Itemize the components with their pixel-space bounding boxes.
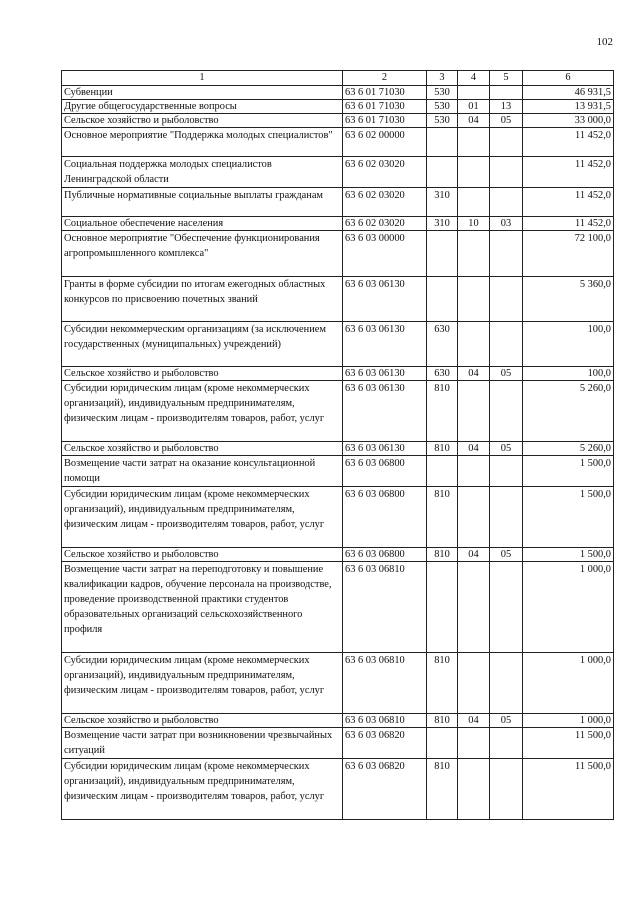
row-rz: 04 [458, 442, 490, 456]
row-name: Основное мероприятие "Поддержка молодых специалистов" [62, 128, 343, 157]
row-name: Возмещение части затрат на переподготовку и повышение квалификации кадров, обучение персонала на производстве, проведение производственной практики студентов образовательных организаций сельскохозяйственного профиля [62, 562, 343, 653]
row-sum: 46 931,5 [523, 86, 614, 100]
row-name: Публичные нормативные социальные выплаты гражданам [62, 188, 343, 217]
row-vr: 810 [427, 487, 458, 548]
row-name: Гранты в форме субсидии по итогам ежегодных областных конкурсов по присвоению почетных званий [62, 277, 343, 322]
row-name: Возмещение части затрат на оказание консультационной помощи [62, 456, 343, 487]
row-sum: 1 000,0 [523, 562, 614, 653]
table-row [62, 759, 614, 820]
row-vr: 810 [427, 714, 458, 728]
row-name: Сельское хозяйство и рыболовство [62, 714, 343, 728]
row-vr: 810 [427, 548, 458, 562]
row-sum: 33 000,0 [523, 114, 614, 128]
row-name: Сельское хозяйство и рыболовство [62, 442, 343, 456]
row-sum: 11 452,0 [523, 188, 614, 217]
row-vr: 530 [427, 100, 458, 114]
row-rz [458, 562, 490, 653]
row-pr: 13 [490, 100, 523, 114]
row-pr: 05 [490, 714, 523, 728]
row-pr [490, 653, 523, 714]
row-rz [458, 381, 490, 442]
budget-table [61, 70, 614, 820]
row-rz [458, 157, 490, 188]
row-rz [458, 277, 490, 322]
row-sum: 1 000,0 [523, 714, 614, 728]
row-vr [427, 157, 458, 188]
row-code: 63 6 03 06810 [343, 653, 427, 714]
row-vr [427, 562, 458, 653]
row-sum: 1 500,0 [523, 487, 614, 548]
row-name: Сельское хозяйство и рыболовство [62, 548, 343, 562]
header-col-3: 3 [427, 71, 458, 86]
row-vr: 310 [427, 188, 458, 217]
row-rz [458, 653, 490, 714]
row-code: 63 6 01 71030 [343, 100, 427, 114]
table-row [62, 562, 614, 653]
row-rz [458, 456, 490, 487]
row-name: Социальное обеспечение населения [62, 217, 343, 231]
row-name: Субсидии юридическим лицам (кроме некоммерческих организаций), индивидуальным предпринимателям, физическим лицам - производителям товаров, работ, услуг [62, 653, 343, 714]
row-sum: 5 260,0 [523, 442, 614, 456]
row-rz: 04 [458, 548, 490, 562]
row-pr: 05 [490, 442, 523, 456]
row-pr [490, 728, 523, 759]
table-row [62, 100, 614, 114]
row-sum: 100,0 [523, 367, 614, 381]
row-pr: 05 [490, 367, 523, 381]
header-col-2: 2 [343, 71, 427, 86]
row-vr: 630 [427, 322, 458, 367]
row-rz: 10 [458, 217, 490, 231]
table-row [62, 381, 614, 442]
row-code: 63 6 03 06800 [343, 456, 427, 487]
header-col-5: 5 [490, 71, 523, 86]
row-sum: 13 931,5 [523, 100, 614, 114]
row-code: 63 6 03 06820 [343, 728, 427, 759]
row-name: Субсидии некоммерческим организациям (за исключением государственных (муниципальных) учреждений) [62, 322, 343, 367]
table-row [62, 367, 614, 381]
row-pr [490, 759, 523, 820]
table-header [62, 71, 614, 86]
row-name: Субсидии юридическим лицам (кроме некоммерческих организаций), индивидуальным предпринимателям, физическим лицам - производителям товаров, работ, услуг [62, 487, 343, 548]
row-rz [458, 128, 490, 157]
row-pr [490, 231, 523, 277]
row-rz [458, 322, 490, 367]
row-pr [490, 157, 523, 188]
row-sum: 5 360,0 [523, 277, 614, 322]
row-name: Возмещение части затрат при возникновении чрезвычайных ситуаций [62, 728, 343, 759]
row-vr: 810 [427, 381, 458, 442]
row-vr [427, 231, 458, 277]
table-row [62, 442, 614, 456]
row-sum: 72 100,0 [523, 231, 614, 277]
row-sum: 11 452,0 [523, 217, 614, 231]
row-sum: 1 500,0 [523, 456, 614, 487]
row-pr [490, 456, 523, 487]
row-code: 63 6 03 06130 [343, 322, 427, 367]
row-code: 63 6 03 06810 [343, 714, 427, 728]
row-sum: 11 452,0 [523, 128, 614, 157]
row-sum: 11 500,0 [523, 728, 614, 759]
row-code: 63 6 02 03020 [343, 188, 427, 217]
row-rz: 04 [458, 367, 490, 381]
row-name: Субсидии юридическим лицам (кроме некоммерческих организаций), индивидуальным предпринимателям, физическим лицам - производителям товаров, работ, услуг [62, 381, 343, 442]
row-code: 63 6 03 00000 [343, 231, 427, 277]
page-number: 102 [596, 36, 613, 48]
row-pr [490, 128, 523, 157]
row-pr [490, 277, 523, 322]
row-sum: 1 000,0 [523, 653, 614, 714]
table-row [62, 231, 614, 277]
row-code: 63 6 03 06810 [343, 562, 427, 653]
row-code: 63 6 03 06820 [343, 759, 427, 820]
row-code: 63 6 01 71030 [343, 86, 427, 100]
row-vr: 810 [427, 442, 458, 456]
row-sum: 5 260,0 [523, 381, 614, 442]
row-rz: 04 [458, 714, 490, 728]
table-row [62, 728, 614, 759]
row-vr [427, 277, 458, 322]
row-sum: 11 500,0 [523, 759, 614, 820]
row-code: 63 6 01 71030 [343, 114, 427, 128]
table-row [62, 714, 614, 728]
row-name: Основное мероприятие "Обеспечение функционирования агропромышленного комплекса" [62, 231, 343, 277]
row-code: 63 6 02 03020 [343, 157, 427, 188]
table-row [62, 653, 614, 714]
row-name: Другие общегосударственные вопросы [62, 100, 343, 114]
row-pr: 03 [490, 217, 523, 231]
row-rz [458, 86, 490, 100]
table-row [62, 487, 614, 548]
header-col-1: 1 [62, 71, 343, 86]
row-pr [490, 562, 523, 653]
row-pr [490, 381, 523, 442]
table-row [62, 277, 614, 322]
row-vr [427, 456, 458, 487]
row-vr: 530 [427, 86, 458, 100]
row-rz: 01 [458, 100, 490, 114]
table-row [62, 548, 614, 562]
row-code: 63 6 03 06800 [343, 548, 427, 562]
row-code: 63 6 03 06800 [343, 487, 427, 548]
row-pr [490, 86, 523, 100]
row-rz [458, 188, 490, 217]
row-sum: 11 452,0 [523, 157, 614, 188]
row-code: 63 6 03 06130 [343, 381, 427, 442]
row-vr: 810 [427, 653, 458, 714]
row-pr: 05 [490, 114, 523, 128]
row-code: 63 6 03 06130 [343, 442, 427, 456]
table-row [62, 217, 614, 231]
row-rz [458, 487, 490, 548]
row-vr: 530 [427, 114, 458, 128]
row-sum: 1 500,0 [523, 548, 614, 562]
header-col-4: 4 [458, 71, 490, 86]
row-pr [490, 322, 523, 367]
row-code: 63 6 03 06130 [343, 367, 427, 381]
row-pr [490, 188, 523, 217]
row-sum: 100,0 [523, 322, 614, 367]
row-rz [458, 728, 490, 759]
row-rz: 04 [458, 114, 490, 128]
row-code: 63 6 02 00000 [343, 128, 427, 157]
row-name: Субсидии юридическим лицам (кроме некоммерческих организаций), индивидуальным предпринимателям, физическим лицам - производителям товаров, работ, услуг [62, 759, 343, 820]
row-name: Субвенции [62, 86, 343, 100]
row-code: 63 6 02 03020 [343, 217, 427, 231]
row-vr: 310 [427, 217, 458, 231]
row-vr [427, 128, 458, 157]
table-row [62, 86, 614, 100]
row-vr: 810 [427, 759, 458, 820]
table-row [62, 188, 614, 217]
table-row [62, 456, 614, 487]
row-name: Сельское хозяйство и рыболовство [62, 114, 343, 128]
row-pr [490, 487, 523, 548]
table-row [62, 322, 614, 367]
row-name: Социальная поддержка молодых специалистов Ленинградской области [62, 157, 343, 188]
table-row [62, 157, 614, 188]
row-rz [458, 759, 490, 820]
table-row [62, 128, 614, 157]
row-code: 63 6 03 06130 [343, 277, 427, 322]
row-vr: 630 [427, 367, 458, 381]
row-vr [427, 728, 458, 759]
row-pr: 05 [490, 548, 523, 562]
header-col-6: 6 [523, 71, 614, 86]
table-row [62, 114, 614, 128]
row-rz [458, 231, 490, 277]
row-name: Сельское хозяйство и рыболовство [62, 367, 343, 381]
